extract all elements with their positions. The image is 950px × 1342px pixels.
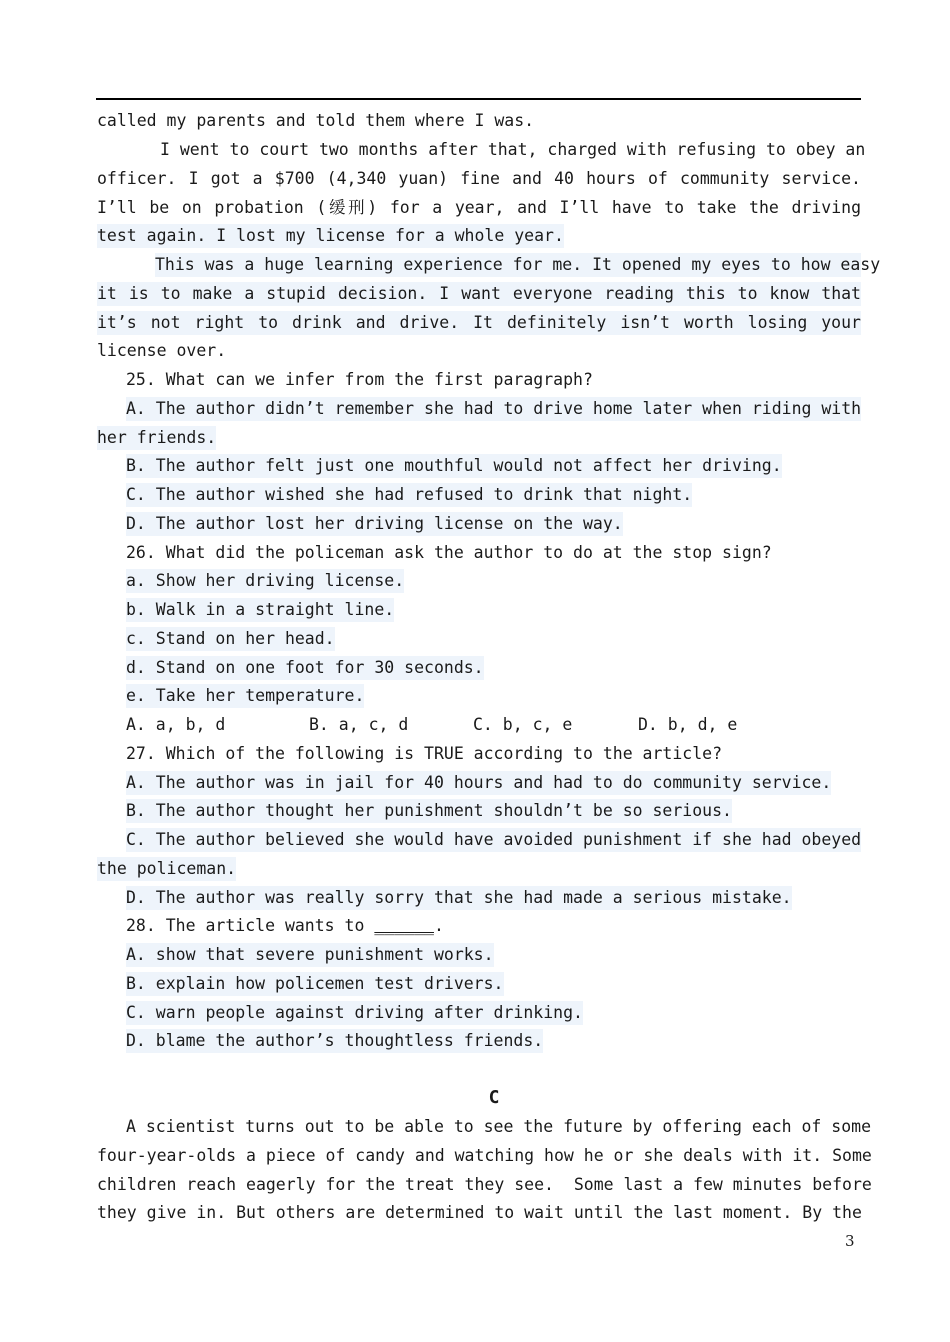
question-25-option-d: D. The author lost her driving license on the way. [126, 512, 623, 536]
question-27-option-b: B. The author thought her punishment shouldn’t be so serious. [126, 799, 732, 823]
question-28-option-c: C. warn people against driving after drinking. [126, 1001, 583, 1025]
question-26-option-b: B. a, c, d [309, 715, 409, 734]
question-26-option-a: A. a, b, d [126, 715, 226, 734]
passage-line: children reach eagerly for the treat they see. Some last a few minutes before [97, 1175, 872, 1194]
passage-line: four-year-olds a piece of candy and watching how he or she deals with it. Some [97, 1146, 872, 1165]
passage-line: A scientist turns out to be able to see the future by offering each of some [126, 1117, 872, 1136]
question-27-option-d: D. The author was really sorry that she had made a serious mistake. [126, 886, 792, 910]
passage-line: I went to court two months after that, charged with refusing to obey an [160, 140, 866, 159]
question-26-item: e. Take her temperature. [126, 684, 364, 708]
passage-line: I’ll be on probation (缓刑) for a year, and I’ll have to take the driving [97, 198, 861, 217]
question-25-option-a: A. The author didn’t remember she had to drive home later when riding with [126, 397, 861, 421]
question-25-option-a-cont: her friends. [97, 426, 216, 450]
question-25-option-b: B. The author felt just one mouthful would not affect her driving. [126, 454, 782, 478]
passage-line: test again. I lost my license for a whole year. [97, 224, 564, 248]
question-28-option-d: D. blame the author’s thoughtless friends. [126, 1029, 543, 1053]
question-26-item: c. Stand on her head. [126, 627, 335, 651]
page-number: 3 [845, 1232, 855, 1250]
question-28-stem-text: 28. The article wants to [126, 916, 375, 935]
question-27-option-c-cont: the policeman. [97, 857, 236, 881]
question-28-option-a: A. show that severe punishment works. [126, 943, 494, 967]
question-26-option-d: D. b, d, e [638, 715, 738, 734]
question-26-item: b. Walk in a straight line. [126, 598, 394, 622]
passage-line: This was a huge learning experience for me. It opened my eyes to how easy [155, 253, 861, 277]
question-28-option-b: B. explain how policemen test drivers. [126, 972, 504, 996]
question-26-option-c: C. b, c, e [473, 715, 573, 734]
passage-line: license over. [97, 341, 227, 360]
passage-line: it is to make a stupid decision. I want everyone reading this to know that [97, 282, 861, 306]
question-28-stem-end: . [433, 916, 444, 935]
passage-line: they give in. But others are determined to wait until the last moment. By the [97, 1203, 862, 1222]
section-heading: C [488, 1087, 500, 1108]
question-28-stem [126, 914, 444, 938]
passage-line: called my parents and told them where I was. [97, 111, 535, 130]
passage-line: it’s not right to drink and drive. It definitely isn’t worth losing your [97, 311, 861, 335]
question-26-options [126, 713, 746, 737]
header-rule [96, 98, 861, 100]
question-27-option-c: C. The author believed she would have avoided punishment if she had obeyed [126, 828, 861, 852]
question-27-option-a: A. The author was in jail for 40 hours and had to do community service. [126, 771, 831, 795]
question-26-item: a. Show her driving license. [126, 569, 404, 593]
question-25-stem: 25. What can we infer from the first paragraph? [126, 370, 593, 389]
question-27-stem: 27. Which of the following is TRUE according to the article? [126, 744, 723, 763]
passage-line: officer. I got a $700 (4,340 yuan) fine and 40 hours of community service. [97, 169, 861, 188]
question-26-item: d. Stand on one foot for 30 seconds. [126, 656, 484, 680]
question-25-option-c: C. The author wished she had refused to drink that night. [126, 483, 692, 507]
answer-blank: ______ [374, 916, 434, 935]
question-26-stem: 26. What did the policeman ask the author to do at the stop sign? [126, 543, 772, 562]
